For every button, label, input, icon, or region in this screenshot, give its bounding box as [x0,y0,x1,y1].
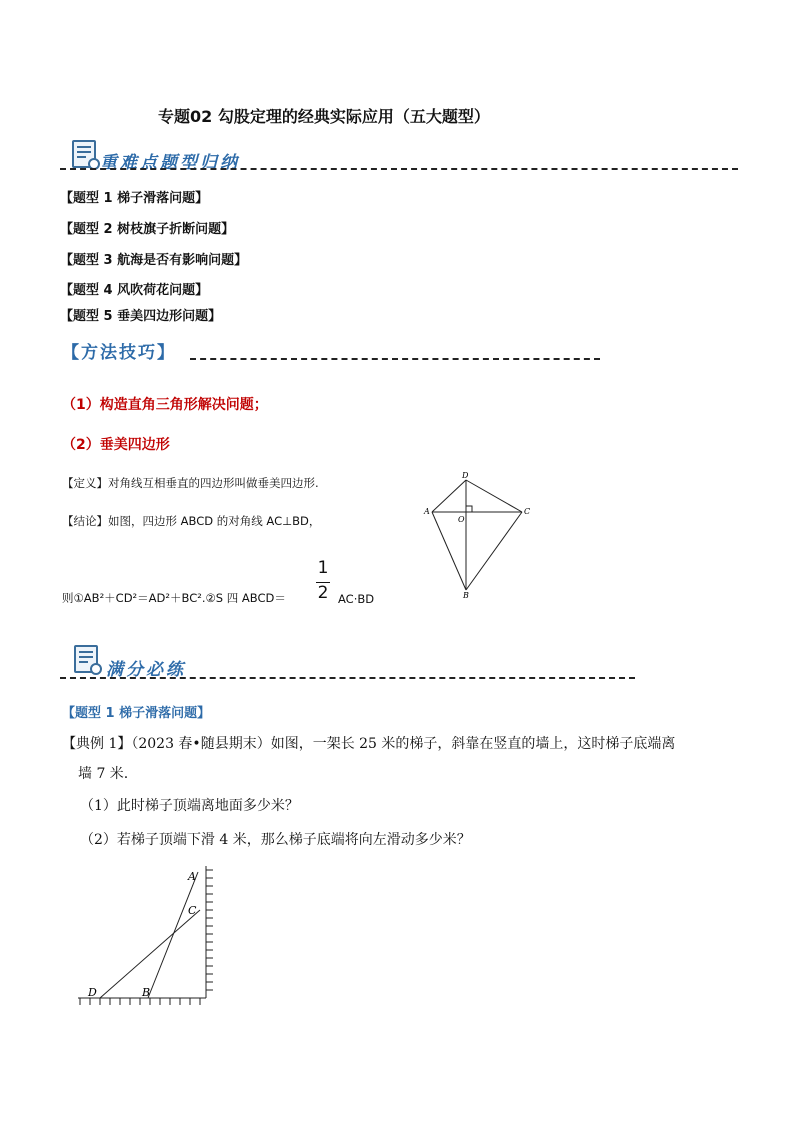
dashed-divider [190,358,600,360]
method-heading: 【方法技巧】 [62,343,176,363]
label-a: A [188,870,196,883]
problem-line-2: 墙 7 米. [78,766,129,782]
type-item-2: 【题型 2 树枝旗子折断问题】 [60,222,235,237]
label-d: D [462,471,469,480]
problem-type-title: 【题型 1 梯子滑落问题】 [62,706,211,721]
edge-dc [466,480,522,512]
formula-right: AC·BD [338,592,375,606]
edge-ad [432,480,466,512]
question-2: （2）若梯子顶端下滑 4 米，那么梯子底端将向左滑动多少米？ [80,832,471,848]
method-item-1: （1）构造直角三角形解决问题； [62,397,268,413]
conclusion-text: 【结论】如图，四边形 ABCD 的对角线 AC⊥BD， [62,514,321,528]
fraction-numerator: 1 [317,558,329,578]
label-c: C [188,904,197,917]
definition-text: 【定义】对角线互相垂直的四边形叫做垂美四边形. [62,476,319,490]
question-1: （1）此时梯子顶端离地面多少米？ [80,798,299,814]
type-item-3: 【题型 3 航海是否有影响问题】 [60,253,248,268]
dashed-divider [60,168,738,170]
ladder-dc [100,910,200,998]
method-item-2: （2）垂美四边形 [62,437,170,453]
document-search-icon [74,645,98,673]
type-item-5: 【题型 5 垂美四边形问题】 [60,309,222,324]
label-d: D [88,986,97,999]
ladder-figure [70,862,220,1012]
quadrilateral-figure [418,470,538,600]
ladder-ab [148,872,198,998]
formula-left: 则①AB²＋CD²＝AD²＋BC².②S 四 ABCD＝ [62,591,286,605]
label-b: B [142,986,151,999]
type-item-4: 【题型 4 风吹荷花问题】 [60,283,209,298]
document-search-icon [72,140,96,168]
type-item-1: 【题型 1 梯子滑落问题】 [60,191,209,206]
problem-line-1: 【典例 1】（2023 春•随县期末）如图，一架长 25 米的梯子，斜靠在竖直的墙上，这时梯子底端离 [62,736,676,752]
label-c: C [524,507,531,516]
section-heading-practice: 满分必练 [106,660,186,680]
page-title: 专题02 勾股定理的经典实际应用（五大题型） [158,107,490,126]
right-angle-mark [466,506,472,512]
fraction-denominator: 2 [317,583,329,603]
label-o: O [458,515,465,524]
section-heading-key-points: 重难点题型归纳 [100,153,240,173]
dashed-divider [60,677,635,679]
label-a: A [424,507,430,516]
label-b: B [463,591,469,600]
edge-bc [466,512,522,590]
